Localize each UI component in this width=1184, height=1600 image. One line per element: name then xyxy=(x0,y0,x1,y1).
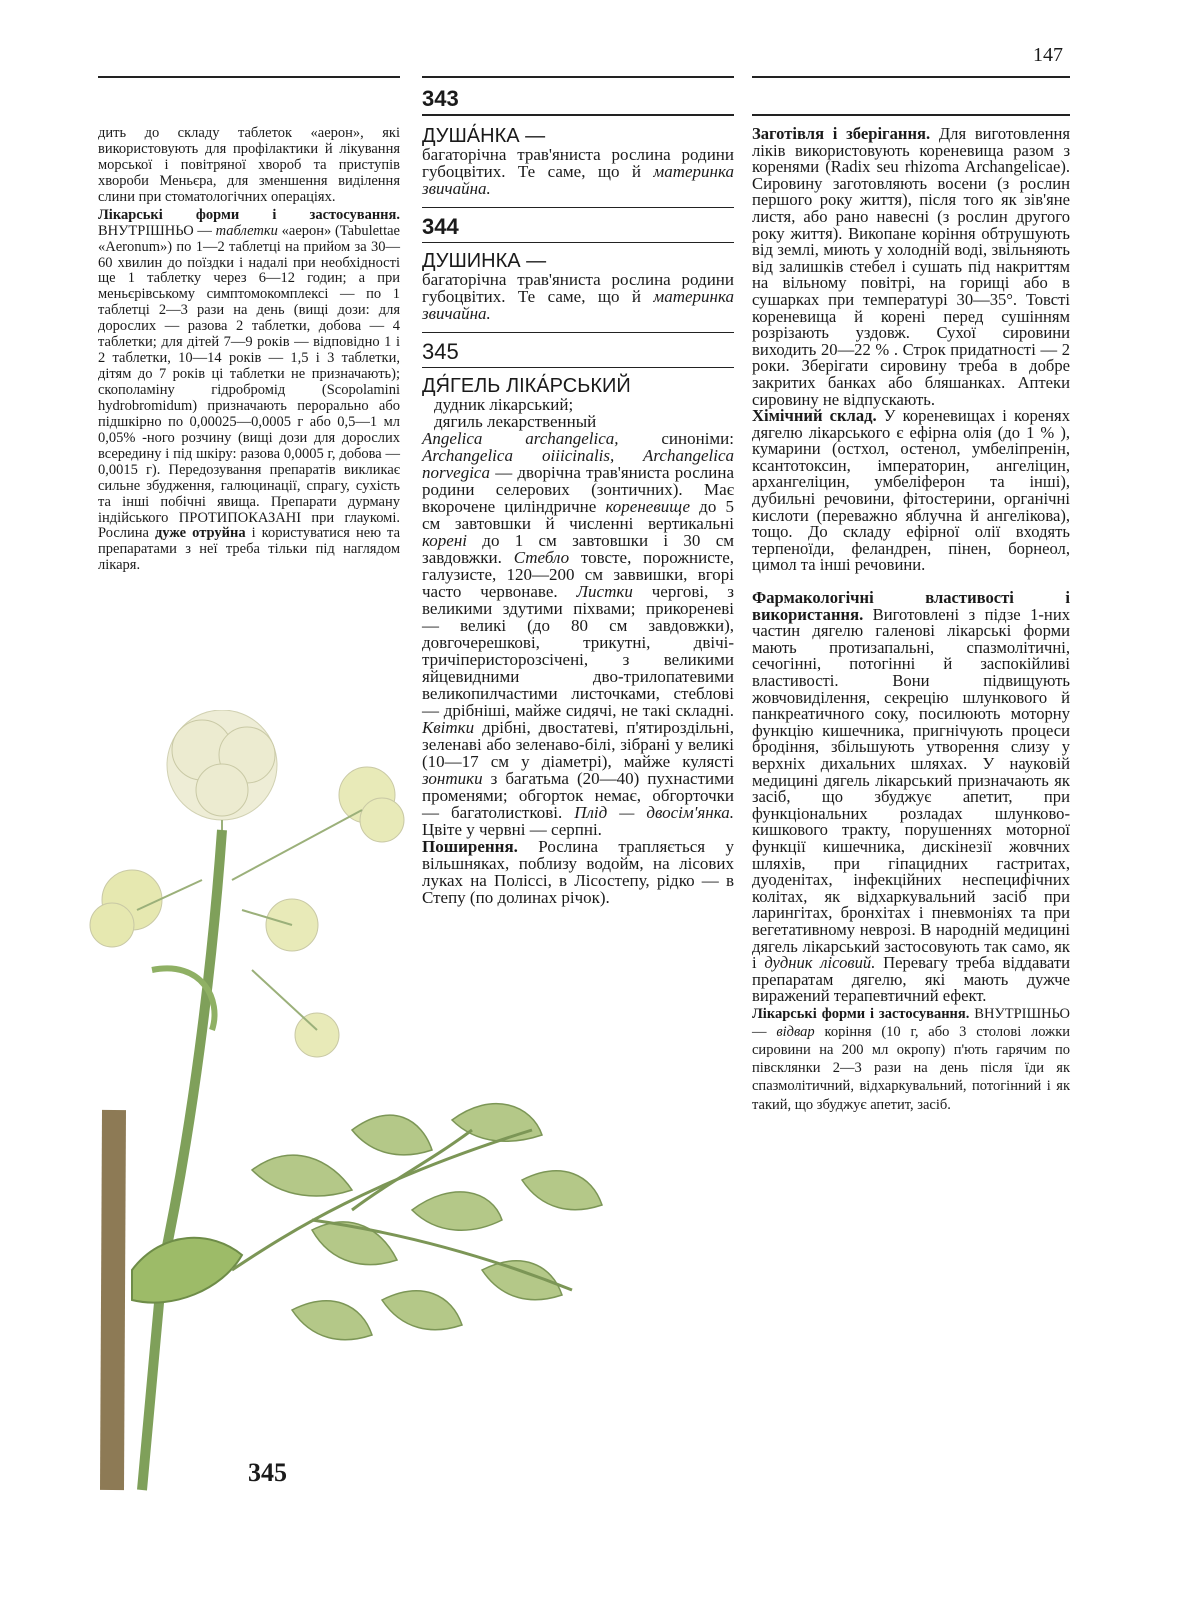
term-fruit: Плід — двосім'янка. xyxy=(574,803,734,822)
spread-title: Поширення. xyxy=(422,837,518,856)
entry-344-ref: материнка звичайна. xyxy=(422,287,734,323)
forms-bold: дуже отруйна xyxy=(154,525,246,542)
illustration-label: 345 xyxy=(248,1458,287,1487)
description-text: дрібні, двостатеві, п'ятироздільні, зеленаві або зеленаво-білі, зібрані у великі (10—17 см у діаметрі), майже кулясті xyxy=(422,718,734,771)
term-roots: корені xyxy=(422,531,468,550)
top-rule-middle xyxy=(422,76,734,78)
pharm-paragraph xyxy=(752,590,1070,1005)
term-flowers: Квітки xyxy=(422,718,475,737)
leaf-sheath xyxy=(132,1238,242,1303)
forms-italic-right: відвар xyxy=(776,1024,815,1040)
entry-344-head: ДУШИНКА — xyxy=(422,250,547,272)
divider xyxy=(422,367,734,368)
forms-title-right: Лікарські форми і застосування. xyxy=(752,1005,970,1022)
rule-under-343 xyxy=(422,114,734,116)
term-umbels: зонтики xyxy=(422,769,483,788)
description-text: до 1 см завтовшки і 30 см завдовжки. xyxy=(422,531,734,567)
term-stem: Стебло xyxy=(513,548,570,567)
forms-paragraph-right xyxy=(752,1005,1070,1114)
synonym-ukrainian: дудник лікарський; xyxy=(434,395,574,414)
divider xyxy=(422,242,734,243)
leaves xyxy=(252,1104,602,1340)
pharm-title: Фармакологічні властивості і використання. xyxy=(752,588,1070,624)
forms-text-2: «аерон» (Tabulettae «Aeronum») по 1—2 таблетці на прийом за 30—60 хвилин до поїздки і надалі при необхідності ще 1 таблетку через 6—12 годин; а при меньєрівському симптомокомплексі — по 1 таблетці 2—3 рази на день (вищі дози: для дорослих — разова 2 таблетки, добова — 4 таблетки; для дітей 7—9 років — відповідно 1 і 2 таблетки, 10—14 років — 1,5 і 3 таблетки, дітям до 7 років ці таблетки не призначають); скополаміну гідробромід (Scopolamini hydrobromidum) призначають перорально або підшкірно по 0,00025—0,0005 г або 0,5—1 мл 0,05% -ного розчину (вищі дози для дорослих всередину і під шкіру: разова 0,0005 г, добова — 0,0015 г). Передозування препаратів викликає сильне збудження, галюцинації, спрагу, сухість та інші побічні явища. Препарати дурману індійського ПРОТИПОКАЗАНІ при глаукомі. Рослина xyxy=(98,222,400,542)
description-text: товсте, порожнисте, галузисте, 120—200 см заввишки, вгорі часто червонаве. xyxy=(422,548,735,601)
column-left xyxy=(98,126,400,574)
harvest-paragraph xyxy=(752,126,1070,408)
description-text: чергові, з великими здутими піхвами; прикореневі — великі (до 80 см завдовжки), довгочерешкові, трикутні, двічі-тричіперисторозсічені, з великими яйцевидними дво-трилопатевими великопилчастими листочками, стеблові — дрібніші, майже сидячі, не такі складні. xyxy=(422,582,734,720)
forms-text-3: і користуватися нею та препаратами з неї треба тільки під наглядом лікаря. xyxy=(98,525,401,574)
top-rule-right xyxy=(752,76,1070,78)
divider xyxy=(422,207,734,208)
description-text: до 5 см завтовшки й численні вертикальні xyxy=(422,497,734,533)
pharm-text: Перевагу треба віддавати препаратам дягелю, які мають дужче виражений терапевтичний ефект. xyxy=(752,953,1070,1006)
umbel-flowers xyxy=(90,710,404,1057)
synonym-russian: дягиль лекарственный xyxy=(434,412,597,431)
description-text: — дворічна трав'яниста рослина родини селерових (зонтичних). Має вкорочене циліндричне xyxy=(422,463,734,516)
chem-paragraph xyxy=(752,408,1070,574)
pharm-italic: дудник лісовий. xyxy=(764,953,876,973)
entry-345-head: ДЯ́ГЕЛЬ ЛІКА́РСЬКИЙ xyxy=(422,375,631,397)
forms-text-right: коріння (10 г, або 3 столові ложки сировини на 200 мл окропу) п'ють гарячим по півсклянки 2—3 рази на день після їди як спазмолітичний, відхаркувальний, потогінний і як такий, що збуджує апетит, засіб. xyxy=(752,1024,1070,1113)
forms-italic: таблетки xyxy=(215,222,278,239)
latin-synonyms: Archangelica oiiicinalis, Archangelica norvegica xyxy=(422,446,734,482)
divider xyxy=(422,332,734,333)
term-rhizome: кореневище xyxy=(605,497,691,516)
entry-343-ref: материнка звичайна. xyxy=(422,162,734,198)
entry-343-head: ДУША́НКА — xyxy=(422,125,546,147)
entry-343-body xyxy=(422,146,734,197)
main-stem xyxy=(142,830,222,1490)
description-text: Цвіте у червні — серпні. xyxy=(422,820,602,839)
forms-text-right: ВНУТРІШНЬО — xyxy=(752,1005,1070,1040)
entry-number-344: 344 xyxy=(422,214,459,239)
rule-col3-top xyxy=(752,114,1070,116)
synonyms-word: синоніми: xyxy=(618,429,734,448)
angelica-illustration xyxy=(52,710,652,1510)
entry-344-body xyxy=(422,271,734,322)
forms-paragraph xyxy=(98,208,400,575)
spread-text: Рослина трапляється у вільшняках, поблизу водойм, на лісових луках на Поліссі, в Лісостепу, рідко — в Степу (по долинах річок). xyxy=(422,837,734,907)
description-text: з багатьма (20—40) пухнастими променями; обгорток немає, обгорточки — багатолисткові. xyxy=(422,769,734,822)
harvest-text: Для виготовлення ліків використовують кореневища разом з коренями (Radix seu rhizoma Archangelicae). Сировину заготовляють восени (з рослин першого року життя), після того як зів'яне листя, або рано навесні (з рослин другого року життя). Викопане коріння обтрушують від землі, миють у холодній воді, звільняють від залишків стебел і сушать під накриттям на вільному повітрі, на горищі або в сушарках при температурі 30—35°. Товсті кореневища й корені перед сушінням розрізають уздовж. Сухої сировини виходить 20—22 % . Строк придатності — 2 роки. Зберігати сировину треба в добре закритих банках або бляшанках. Аптеки сировину не відпускають. xyxy=(752,124,1070,409)
harvest-title: Заготівля і зберігання. xyxy=(752,124,931,143)
page-number: 147 xyxy=(1033,44,1063,66)
forms-text-1: ВНУТРІШНЬО — xyxy=(98,222,216,239)
latin-name: Angelica archangelica, xyxy=(422,429,619,448)
chem-title: Хімічний склад. xyxy=(752,406,877,426)
pharm-text: Виготовлені з підзе 1-них частин дягелю галенові лікарські форми мають протизапальні, спазмолітичні, сечогінні, потогінні й заспокійливі властивості. Вони підвищують жовчовиділення, секрецію шлункового й панкреатичного соку, посилюють моторну функцію кишечника, пригнічують процеси бродіння, збільшують утворення слизу у верхніх дихальних шляхах. У науковій медицині дягель лікарський призначають як засіб, що збуджує апетит, при функціональних розладах шлунково-кишкового тракту, порушеннях моторної функції кишечника, дискінезії жовчних шляхів, при гіпацидних гастритах, дуоденітах, інфекційних неспецифічних колітах, як відхаркувальний засіб при ларингітах, бронхітах і пневмоніях та при вегетативному неврозі. В народній медицині дягель лікарський застосовують так само, як і xyxy=(752,604,1070,973)
entry-number-343: 343 xyxy=(422,86,459,111)
top-rule-left xyxy=(98,76,400,78)
entry-number-345: 345 xyxy=(422,339,459,364)
term-leaves: Листки xyxy=(576,582,633,601)
forms-title: Лікарські форми і застосування. xyxy=(98,206,400,223)
column-right xyxy=(752,126,1070,1114)
entry-344-text: багаторічна трав'яниста рослина родини губоцвітих. Те саме, що й xyxy=(422,270,734,306)
entry-343-text: багаторічна трав'яниста рослина родини губоцвітих. Те саме, що й xyxy=(422,145,734,181)
chem-text: У кореневищах і коренях дягелю лікарського є ефірна олія (до 1 % ), кумарини (остхол, остенол, умбеліпренін, ксантотоксин, імператорин, ангеліцин, архангеліцин, умбеліферон та інші), дубильні речовини, фітостерини, органічні кислоти (переважно яблучна й ангелікова), тощо. До складу ефірної олії входять терпеноїди, феландрен, пінен, борнеол, цимол та інші речовини. xyxy=(752,406,1070,575)
intro-paragraph: дить до складу таблеток «аерон», які використовують для профілактики й лікування морської і повітряної хвороб та приступів хвороби Меньєра, для зменшення виділення слини при стоматологічних операціях. xyxy=(98,125,400,205)
